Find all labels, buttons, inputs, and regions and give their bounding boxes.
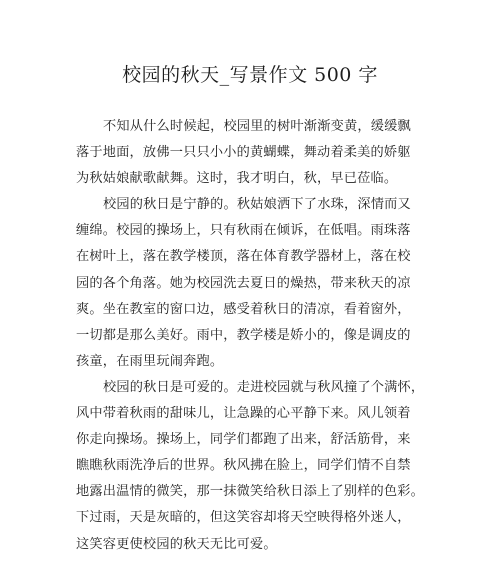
essay-body	[76, 114, 424, 558]
paragraph-3-line-7: 这笑容更使校园的秋天无比可爱。	[76, 536, 277, 552]
paragraph-2-line-4: 园的各个角落。她为校园洗去夏日的燥热，带来秋天的凉	[76, 275, 411, 291]
document-title: 校园的秋天_写景作文 500 字	[122, 64, 378, 86]
paragraph-3-line-5: 地露出温情的微笑，那一抹微笑给秋日添上了别样的色彩。	[76, 484, 425, 500]
paragraph-1-line-3: 为秋姑娘献歌献舞。这时，我才明白，秋，早已莅临。	[76, 171, 398, 187]
paragraph-2-line-5: 爽。坐在教室的窗口边，感受着秋日的清凉，看着窗外，	[76, 301, 411, 317]
paragraph-3-line-2: 风中带着秋雨的甜味儿，让急躁的心平静下来。风儿领着	[76, 406, 411, 422]
paragraph-1-line-2: 落于地面，放佛一只只小小的黄蝴蝶，舞动着柔美的娇躯	[76, 145, 411, 161]
paragraph-2-line-7: 孩童，在雨里玩闹奔跑。	[76, 353, 224, 369]
paragraph-3-line-3: 你走向操场。操场上，同学们都跑了出来，舒活筋骨，来	[76, 432, 411, 448]
paragraph-1-line-1: 不知从什么时候起，校园里的树叶渐渐变黄，缓缓飘	[103, 119, 411, 134]
paragraph-3-line-1: 校园的秋日是可爱的。走进校园就与秋风撞了个满怀，	[103, 379, 425, 395]
paragraph-3-line-6: 下过雨，天是灰暗的，但这笑容却将天空映得格外迷人，	[76, 510, 411, 526]
paragraph-2-line-6: 一切都是那么美好。雨中，教学楼是娇小的，像是调皮的	[76, 327, 411, 343]
paragraph-3-line-4: 瞧瞧秋雨洗净后的世界。秋风拂在脸上，同学们情不自禁	[76, 458, 411, 474]
paragraph-2-line-1: 校园的秋日是宁静的。秋姑娘洒下了水珠，深情而又	[103, 197, 411, 213]
paragraph-2-line-3: 在树叶上，落在教学楼顶，落在体育教学器材上，落在校	[76, 249, 411, 265]
paragraph-2-line-2: 缠绵。校园的操场上，只有秋雨在倾诉，在低唱。雨珠落	[76, 223, 411, 239]
